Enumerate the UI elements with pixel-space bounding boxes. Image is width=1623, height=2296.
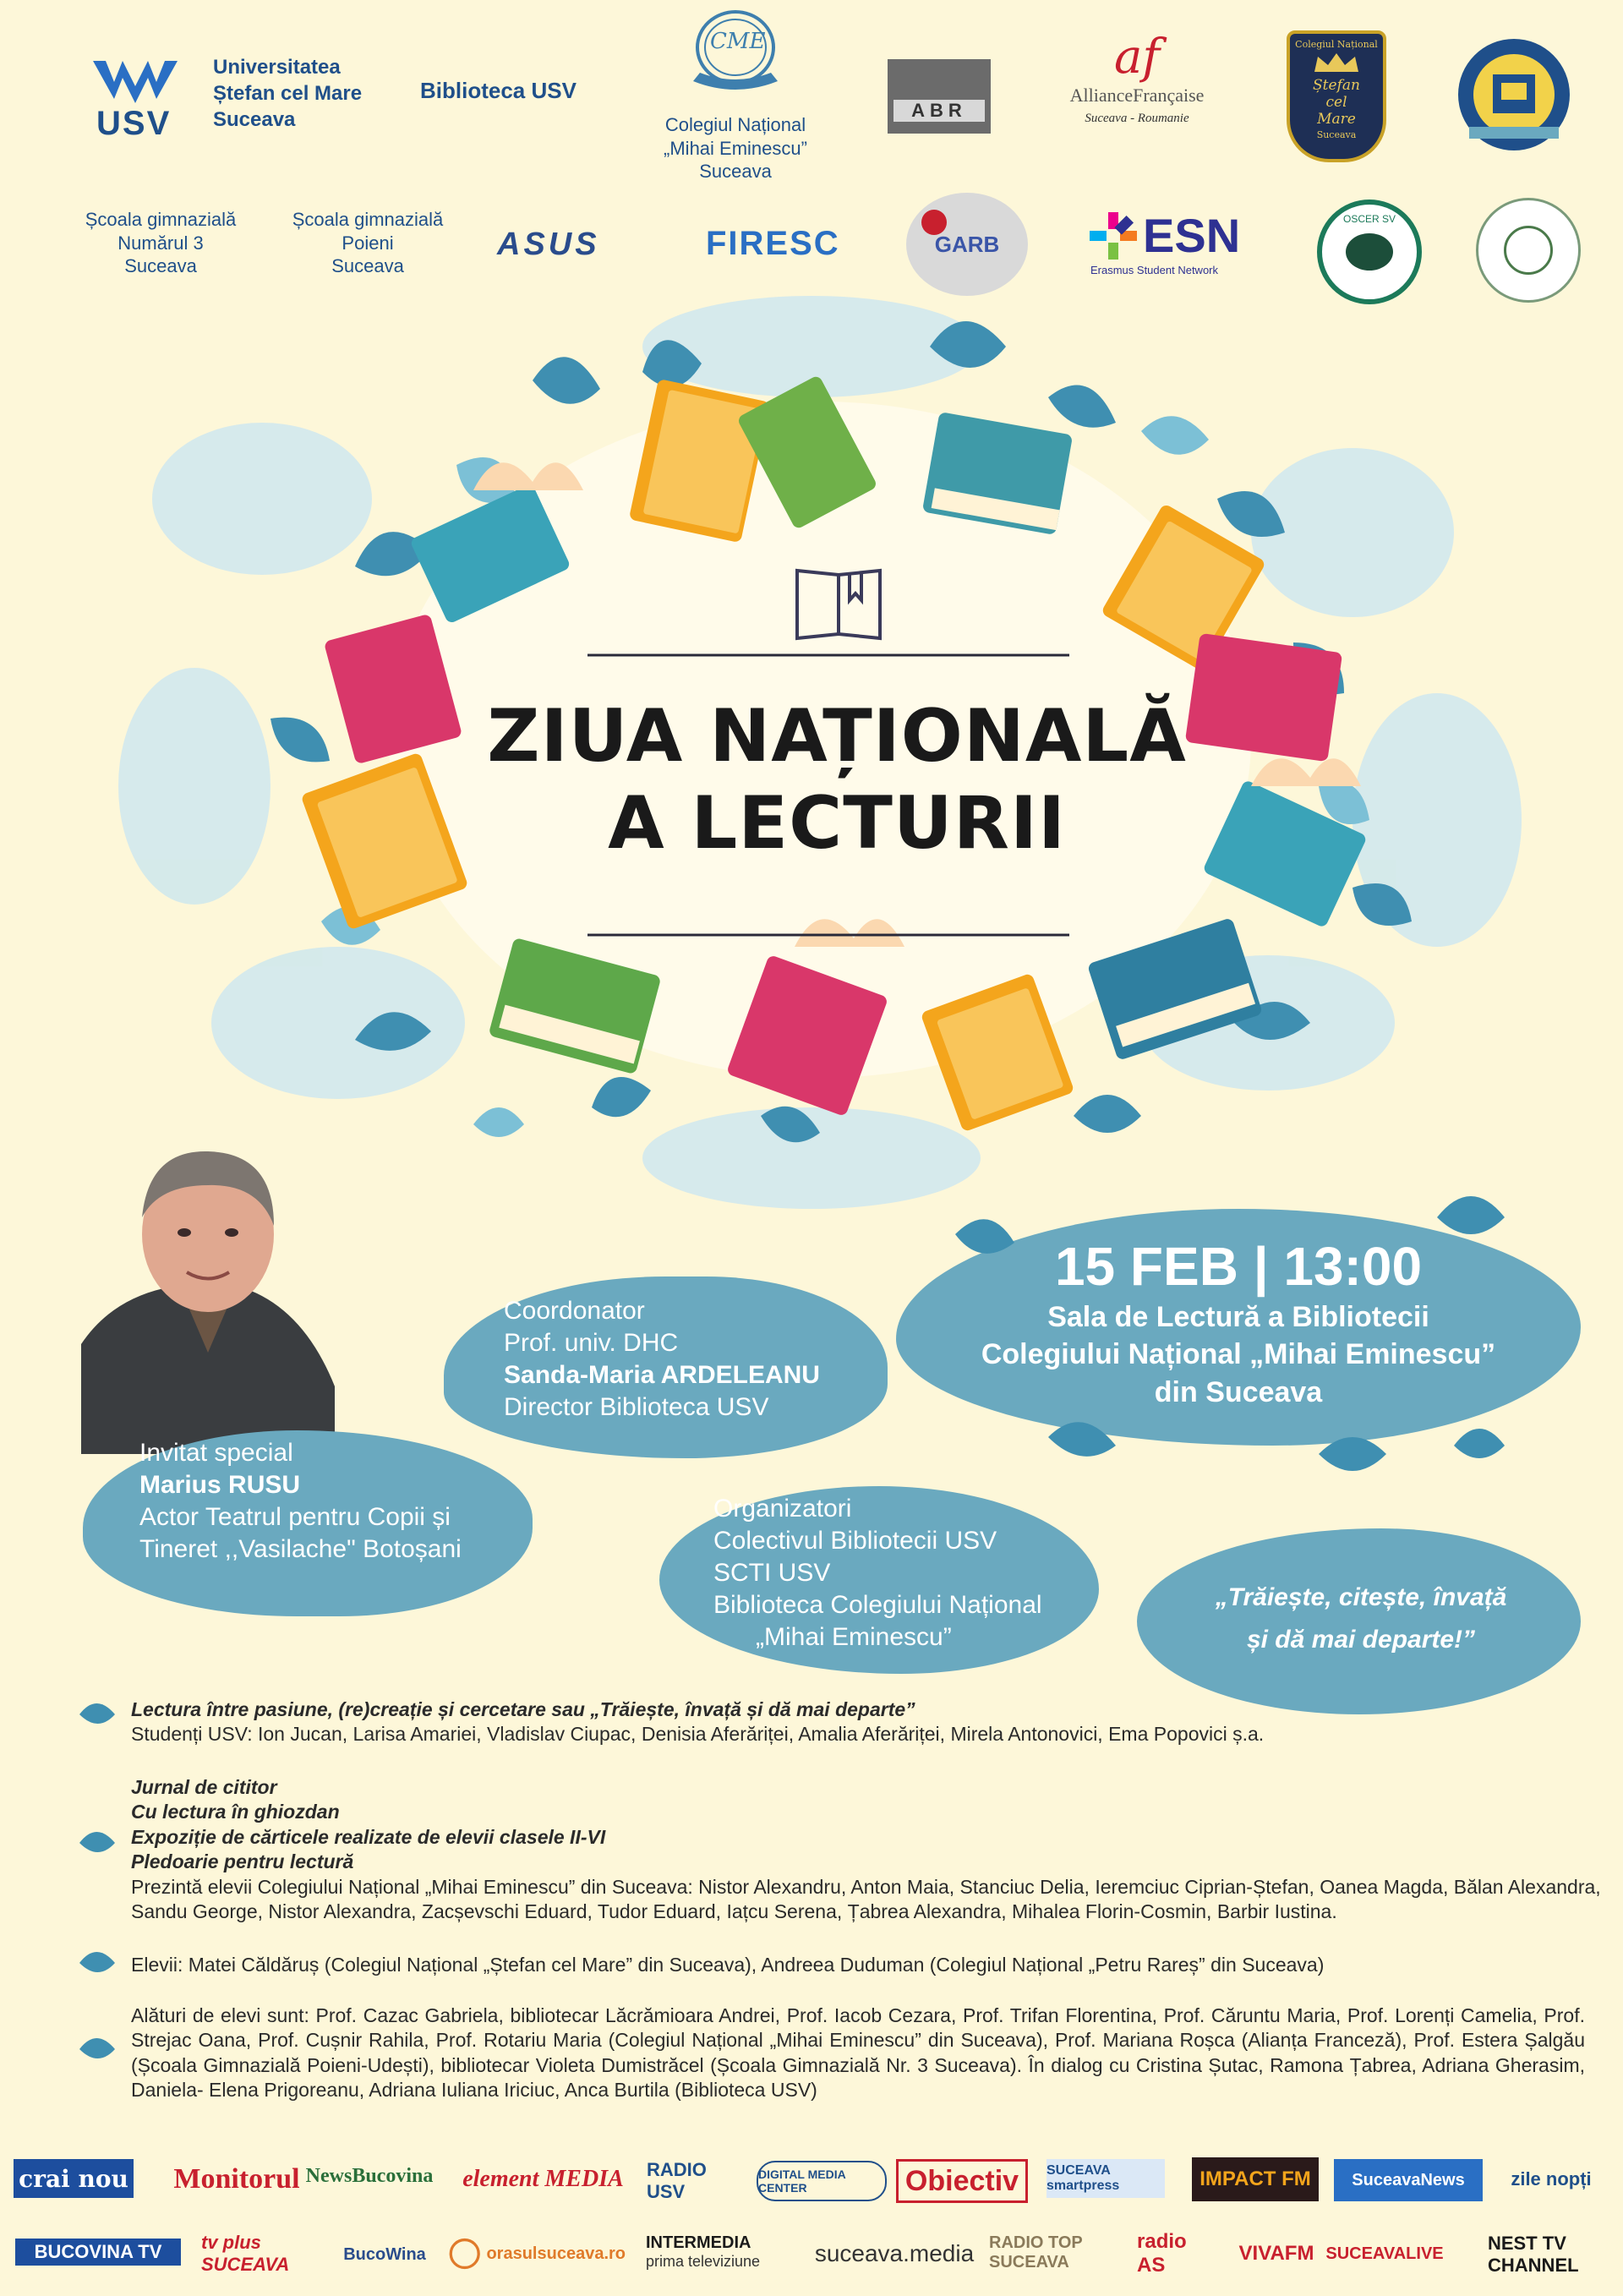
media-obiectiv: Obiectiv bbox=[896, 2159, 1028, 2203]
orasul-emblem-icon bbox=[448, 2233, 481, 2274]
media-suceava-live: SUCEAVALIVE bbox=[1325, 2244, 1444, 2263]
alliance-logo bbox=[1061, 30, 1213, 126]
guest-name: Marius RUSU bbox=[139, 1471, 301, 1500]
media-suceava-smartpress: SUCEAVA smartpress bbox=[1046, 2159, 1165, 2198]
media-impact-fm: IMPACT FM bbox=[1192, 2157, 1319, 2201]
crest-emblem-icon bbox=[1504, 226, 1553, 275]
program-2-title-2: Cu lectura în ghiozdan bbox=[131, 1801, 340, 1823]
usv-abbr: USV bbox=[96, 105, 172, 142]
media-digital-media-center: DIGITAL MEDIA CENTER bbox=[757, 2161, 887, 2201]
leaf-bullet-icon bbox=[79, 1952, 115, 1972]
coordinator-label: Coordonator bbox=[504, 1297, 645, 1325]
organizers-4: „Mihai Eminescu” bbox=[756, 1623, 952, 1652]
organizers-3: Biblioteca Colegiului Național bbox=[713, 1591, 1042, 1620]
media-bucowina: BucoWina bbox=[343, 2244, 426, 2264]
guest-role-1: Actor Teatrul pentru Copii și bbox=[139, 1503, 451, 1532]
media-suceavanews: SuceavaNews bbox=[1334, 2159, 1483, 2201]
biblioteca-usv-label: Biblioteca USV bbox=[420, 78, 577, 103]
program-2-title-4: Pledoarie pentru lectură bbox=[131, 1850, 354, 1873]
media-element: element MEDIA bbox=[462, 2166, 624, 2192]
media-nest-tv: NEST TV CHANNEL bbox=[1488, 2233, 1579, 2276]
event-datetime: 15 FEB | 13:00 bbox=[1054, 1236, 1423, 1297]
leaf-bullet-icon bbox=[79, 1832, 115, 1852]
program-3-text: Elevii: Matei Căldăruș (Colegiul Național „Ștefan cel Mare” din Suceava), Andreea Duduman (Colegiul Național „Petru Rareș” din Suceava) bbox=[131, 1954, 1325, 1976]
cnme-name: Colegiul Național „Mihai Eminescu” Suceava bbox=[664, 114, 807, 182]
oscer-emblem-icon bbox=[1346, 233, 1393, 271]
oscer-logo: OSCER SV bbox=[1317, 200, 1422, 304]
media-radio-as: radio AS bbox=[1137, 2230, 1187, 2277]
asus-logo: ASUS bbox=[497, 227, 600, 262]
coordinator-role: Director Biblioteca USV bbox=[504, 1393, 769, 1422]
program-item-3 bbox=[131, 1953, 1585, 1977]
title-line-2: A LECTURII bbox=[608, 781, 1066, 866]
media-viva-fm: VIVAFM bbox=[1238, 2242, 1314, 2265]
petru-rares-crest bbox=[1452, 36, 1576, 156]
media-intermedia: INTERMEDIA prima televiziune bbox=[646, 2233, 761, 2270]
event-venue-3: din Suceava bbox=[1154, 1376, 1323, 1409]
program-bullets bbox=[76, 1691, 118, 2063]
organizers-2: SCTI USV bbox=[713, 1559, 831, 1588]
poieni-logo: Școala gimnazială Poieni Suceava bbox=[292, 209, 444, 276]
coordinator-info bbox=[504, 1295, 820, 1424]
media-monitorul: Monitorul bbox=[173, 2163, 300, 2195]
event-venue-1: Sala de Lectură a Bibliotecii bbox=[1047, 1300, 1429, 1333]
crown-icon bbox=[1311, 52, 1362, 74]
af-mark: af bbox=[1113, 30, 1161, 85]
program-2-title-3: Expoziție de cărticele realizate de elevii clasele II-VI bbox=[131, 1825, 606, 1848]
esn-star-icon bbox=[1089, 211, 1138, 260]
usv-name: Universitatea Ștefan cel Mare Suceava bbox=[213, 56, 363, 132]
media-tvplus: tv plus SUCEAVA bbox=[201, 2232, 290, 2275]
cnme-seal: CME bbox=[710, 29, 766, 54]
program-1-title: Lectura între pasiune, (re)creație și cercetare sau „Trăiește, învață și dă mai departe” bbox=[131, 1698, 915, 1720]
program-1-text: Studenți USV: Ion Jucan, Larisa Amariei, Vladislav Ciupac, Denisia Aferăriței, Amalia Aferăriței, Mirela Antonovici, Ema Popovici ș.a. bbox=[131, 1723, 1265, 1746]
rares-emblem-icon bbox=[1452, 36, 1576, 156]
event-info bbox=[930, 1236, 1547, 1412]
media-zile-nopti: zile nopți bbox=[1511, 2168, 1592, 2189]
guest-info bbox=[139, 1437, 462, 1566]
title-line-1: ZIUA NAȚIONALĂ bbox=[487, 694, 1187, 779]
organizers-info bbox=[713, 1493, 1042, 1654]
abr-label: ABR bbox=[893, 100, 985, 122]
scoala3-logo: Școala gimnazială Numărul 3 Suceava bbox=[85, 209, 237, 276]
program-4-text: Alături de elevi sunt: Prof. Cazac Gabriela, bibliotecar Lăcrămioara Andrei, Prof. Iacob Cezara, Prof. Trifan Florentina, Prof. Căruntu Maria, Prof. Lorenți Camelia, Prof. Strejac Oana, Prof. Cușnir Rahila, Prof. Rotariu Maria (Colegiul Național „Mihai Eminescu” din Suceava), Prof. Mariana Roșca (Alianța Franceză), Prof. Estera Șalgău (Școala Gimnazială Poieni-Udești), bibliotecar Violeta Dumistrăcel (Școala Gimnazială Nr. 3 Suceava). În dialog cu Cristina Șutac, Ramona Țabrea, Adriana Gherasim, Daniela- Elena Prigoreanu, Adriana Iuliana Iriciuc, Anca Burtila (Biblioteca USV) bbox=[131, 2004, 1585, 2102]
media-crai-nou: crai nou bbox=[14, 2159, 134, 2198]
media-radio-usv: RADIO USV bbox=[647, 2159, 707, 2202]
page-title bbox=[406, 693, 1268, 867]
portrait-image bbox=[81, 1133, 335, 1454]
guest-portrait bbox=[81, 1133, 335, 1454]
guest-role-2: Tineret ,,Vasilache" Botoșani bbox=[139, 1535, 462, 1564]
alliance-sub: Suceava - Roumanie bbox=[1085, 112, 1189, 125]
usv-logo bbox=[85, 52, 186, 145]
stefan-cel-mare-crest: Colegiul Național Ștefan cel Mare Suceava bbox=[1287, 30, 1386, 162]
program-item-4 bbox=[131, 2004, 1585, 2103]
media-radio-top: RADIO TOP SUCEAVA bbox=[989, 2233, 1083, 2271]
leaf-bullet-icon bbox=[79, 1703, 115, 1724]
program-item-1 bbox=[131, 1697, 1568, 1747]
program-2-title-1: Jurnal de cititor bbox=[131, 1776, 277, 1798]
garb-flower-icon bbox=[921, 210, 947, 235]
coordinator-name: Sanda-Maria ARDELEANU bbox=[504, 1361, 820, 1390]
media-newsbucovina: NewsBucovina bbox=[305, 2164, 434, 2187]
garb-logo: GARB bbox=[906, 193, 1028, 296]
media-orasulsuceava: orasulsuceava.ro bbox=[448, 2227, 626, 2281]
firesc-logo: FIRESC bbox=[706, 225, 840, 262]
media-suceava-media: suceava.media bbox=[814, 2240, 975, 2266]
motto-text: „Trăiește, citește, învață și dă mai departe!” bbox=[1215, 1583, 1507, 1654]
media-bucovina-tv: BUCOVINA TV bbox=[15, 2239, 181, 2266]
program-item-2 bbox=[131, 1775, 1623, 1925]
cnme-logo bbox=[676, 5, 795, 102]
leaf-bullet-icon bbox=[79, 2038, 115, 2058]
alliance-name: AllianceFrançaise bbox=[1069, 85, 1205, 106]
organizers-label: Organizatori bbox=[713, 1495, 852, 1522]
coordinator-title: Prof. univ. DHC bbox=[504, 1329, 679, 1358]
event-venue-2: Colegiului Național „Mihai Eminescu” bbox=[981, 1338, 1496, 1371]
program-2-text: Prezintă elevii Colegiului Național „Mihai Eminescu” din Suceava: Nistor Alexandru, Anton Maia, Stanciuc Delia, Ieremciuc Ciprian-Ștefan, Oanea Magda, Bălan Alexandra, Sandu George, Nistor Alexandra, Zacșevschi Eduard, Tudor Eduard, Iațcu Serena, Țabrea Alexandra, Mihalea Florin-Cosmin, Barbir Iustina. bbox=[131, 1875, 1601, 1923]
guest-label: Invitat special bbox=[139, 1439, 293, 1467]
abr-logo bbox=[888, 59, 991, 134]
organizers-1: Colectivul Bibliotecii USV bbox=[713, 1527, 997, 1555]
